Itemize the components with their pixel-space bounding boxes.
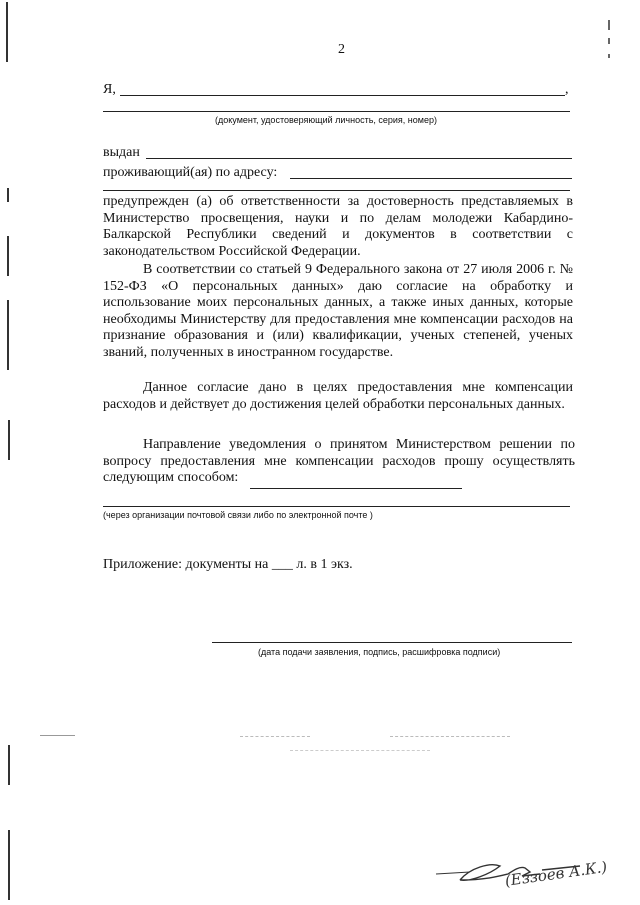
paragraph-notify: Направление уведомления о принятом Министерством решении по вопросу предоставления мне компенсации расходов прошу осуществлять следующим способом:	[103, 437, 575, 485]
scan-artifact	[240, 736, 310, 737]
scan-edge-mark	[7, 236, 9, 276]
scan-speck	[608, 38, 610, 44]
signature-line	[212, 642, 572, 643]
scan-edge-mark	[7, 188, 9, 202]
address-label: проживающий(ая) по адресу:	[103, 165, 278, 180]
signature-caption: (дата подачи заявления, подпись, расшифровка подписи)	[258, 647, 501, 657]
scan-edge-mark	[8, 830, 10, 900]
scan-edge-mark	[6, 2, 8, 62]
id-second-line	[103, 111, 570, 112]
id-caption: (документ, удостоверяющий личность, серия, номер)	[215, 115, 437, 125]
page-number: 2	[338, 42, 345, 57]
scan-edge-mark	[7, 300, 9, 370]
scan-artifact	[40, 735, 75, 736]
issued-blank-line	[146, 158, 572, 159]
id-suffix: ,	[565, 82, 569, 97]
scan-speck	[608, 54, 610, 58]
attachment-line: Приложение: документы на ___ л. в 1 экз.	[103, 557, 353, 572]
notify-second-line	[103, 506, 570, 507]
paragraph-consent: В соответствии со статьей 9 Федерального закона от 27 июля 2006 г. № 152-ФЗ «О персональных данных» даю согласие на обработку и использование моих персональных данных, а также иных данных, которые необходимы Министерству для предоставления мне компенсации расходов на признание образования и (или) квалификации, ученых степеней, ученых званий, полученных в иностранном государстве.	[103, 262, 573, 360]
notify-caption: (через организации почтовой связи либо по электронной почте )	[103, 510, 373, 520]
address-second-line	[103, 190, 570, 191]
address-blank-line	[290, 178, 572, 179]
issued-label: выдан	[103, 145, 140, 160]
scan-speck	[608, 20, 610, 30]
scan-edge-mark	[8, 745, 10, 785]
scan-artifact	[290, 750, 430, 751]
handwritten-note: (Еззоев А.К.)	[503, 857, 609, 890]
notify-method-line	[250, 488, 462, 489]
paragraph-warned: предупрежден (а) об ответственности за достоверность представляемых в Министерство просвещения, науки и по делам молодежи Кабардино-Балкарской Республики сведений и документов в соответствии с законодательством Российской Федерации.	[103, 194, 573, 259]
scan-artifact	[390, 736, 510, 737]
id-blank-line	[120, 95, 565, 96]
paragraph-purpose: Данное согласие дано в целях предоставления мне компенсации расходов и действует до достижения целей обработки персональных данных.	[103, 380, 573, 412]
id-prefix: Я,	[103, 82, 116, 97]
scan-edge-mark	[8, 420, 10, 460]
